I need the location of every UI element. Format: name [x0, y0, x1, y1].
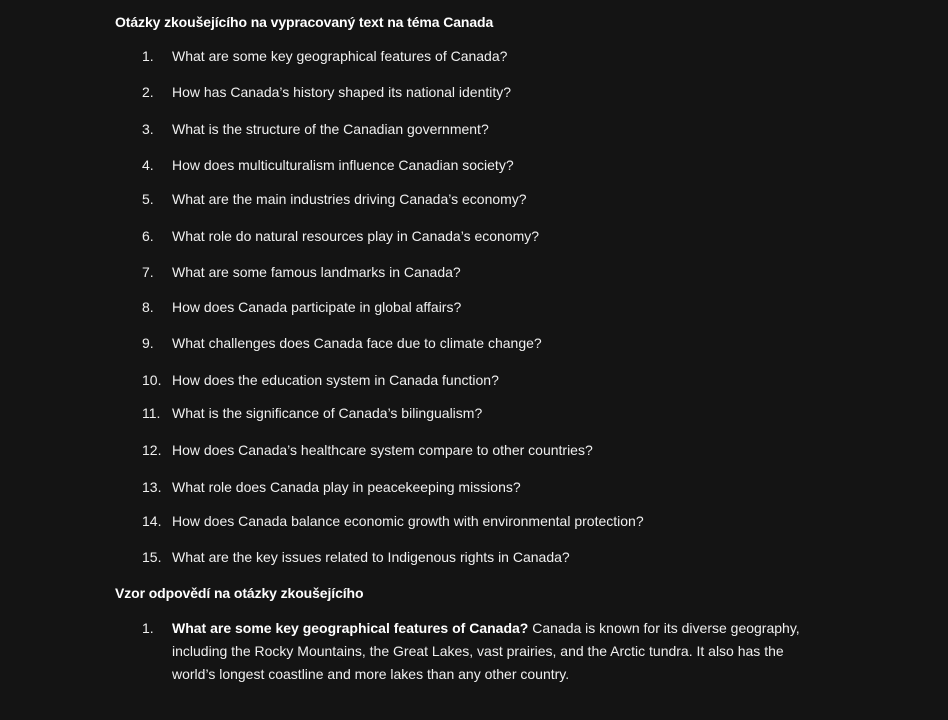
question-number: 11.	[142, 405, 161, 421]
question-text: What is the structure of the Canadian government?	[172, 121, 489, 137]
questions-heading: Otázky zkoušejícího na vypracovaný text na téma Canada	[115, 14, 494, 30]
answers-heading: Vzor odpovědí na otázky zkoušejícího	[115, 585, 364, 601]
question-item	[142, 405, 482, 421]
question-item	[142, 442, 593, 458]
question-item	[142, 48, 507, 64]
question-item	[142, 513, 644, 529]
question-number: 4.	[142, 157, 154, 173]
question-number: 10.	[142, 372, 162, 388]
answer-body	[172, 617, 822, 686]
question-item	[142, 228, 539, 244]
question-number: 5.	[142, 191, 154, 207]
question-text: What challenges does Canada face due to climate change?	[172, 335, 542, 351]
question-item	[142, 299, 461, 315]
question-number: 12.	[142, 442, 162, 458]
question-number: 13.	[142, 479, 162, 495]
question-item	[142, 121, 489, 137]
question-text: What role does Canada play in peacekeeping missions?	[172, 479, 521, 495]
answer-question: What are some key geographical features of Canada?	[172, 620, 529, 636]
question-item	[142, 372, 499, 388]
question-number: 14.	[142, 513, 162, 529]
question-text: What are some key geographical features of Canada?	[172, 48, 508, 64]
question-text: How does the education system in Canada function?	[172, 372, 499, 388]
question-text: How does Canada’s healthcare system compare to other countries?	[172, 442, 593, 458]
question-text: What role do natural resources play in Canada’s economy?	[172, 228, 540, 244]
question-number: 7.	[142, 264, 154, 280]
question-item	[142, 549, 570, 565]
question-item	[142, 264, 461, 280]
question-text: How does multiculturalism influence Canadian society?	[172, 157, 514, 173]
question-number: 15.	[142, 549, 162, 565]
question-item	[142, 335, 542, 351]
question-text: What are the key issues related to Indigenous rights in Canada?	[172, 549, 570, 565]
question-text: How does Canada participate in global affairs?	[172, 299, 462, 315]
question-item	[142, 479, 521, 495]
question-number: 9.	[142, 335, 154, 351]
question-item	[142, 157, 514, 173]
answer-number: 1.	[142, 620, 154, 636]
question-text: What is the significance of Canada’s bilingualism?	[172, 405, 483, 421]
question-text: How has Canada’s history shaped its national identity?	[172, 84, 512, 100]
question-number: 8.	[142, 299, 154, 315]
question-number: 6.	[142, 228, 154, 244]
question-item	[142, 191, 527, 207]
question-number: 1.	[142, 48, 154, 64]
question-number: 2.	[142, 84, 154, 100]
question-text: What are some famous landmarks in Canada?	[172, 264, 461, 280]
question-text: What are the main industries driving Canada’s economy?	[172, 191, 527, 207]
question-text: How does Canada balance economic growth with environmental protection?	[172, 513, 644, 529]
answer-text: Canada is known for its diverse geography, including the Rocky Mountains, the Great Lakes, vast prairies, and the Arctic tundra. It also has the world’s longest coastline and more lakes than any other country.	[172, 620, 800, 682]
answer-item	[142, 617, 822, 686]
question-number: 3.	[142, 121, 154, 137]
question-item	[142, 84, 511, 100]
